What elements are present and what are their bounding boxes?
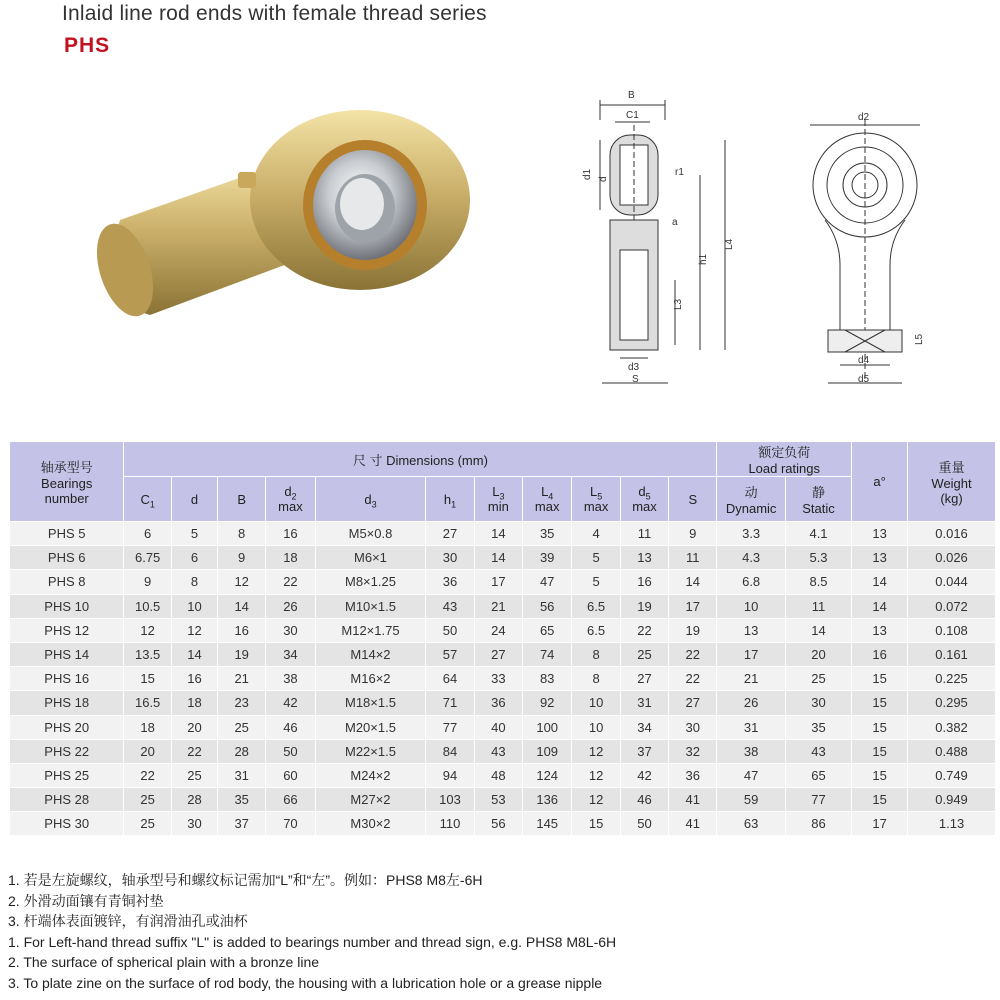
label-C1: C1: [626, 110, 639, 121]
table-cell: 100: [523, 715, 572, 739]
table-cell: 32: [669, 739, 717, 763]
table-cell: 77: [785, 788, 851, 812]
table-cell: 46: [620, 788, 668, 812]
table-cell: 38: [266, 667, 315, 691]
table-cell: 19: [218, 642, 266, 666]
table-cell: 53: [474, 788, 522, 812]
table-cell: 16.5: [124, 691, 171, 715]
table-cell: 16: [171, 667, 217, 691]
table-cell: 36: [474, 691, 522, 715]
table-cell: 5: [572, 546, 620, 570]
table-row: [10, 546, 996, 570]
table-cell: 21: [474, 594, 522, 618]
table-cell: 20: [785, 642, 851, 666]
table-cell: 124: [523, 763, 572, 787]
table-cell: 94: [426, 763, 474, 787]
table-cell: 9: [124, 570, 171, 594]
table-cell: 6.75: [124, 546, 171, 570]
table-cell: 37: [620, 739, 668, 763]
col-s: S: [669, 477, 717, 522]
table-cell: 1.13: [908, 812, 996, 836]
table-cell: 50: [266, 739, 315, 763]
table-cell: 22: [171, 739, 217, 763]
label-a: a: [672, 217, 678, 228]
table-cell: 30: [426, 546, 474, 570]
table-cell: 110: [426, 812, 474, 836]
table-cell: 12: [124, 618, 171, 642]
table-cell: 14: [669, 570, 717, 594]
table-cell: PHS 30: [10, 812, 124, 836]
table-cell: 4.1: [785, 522, 851, 546]
table-cell: 0.225: [908, 667, 996, 691]
table-cell: 0.295: [908, 691, 996, 715]
table-cell: 5: [171, 522, 217, 546]
table-cell: 83: [523, 667, 572, 691]
col-d2: $d_2$ max: [266, 477, 315, 522]
table-cell: PHS 28: [10, 788, 124, 812]
table-cell: 66: [266, 788, 315, 812]
col-dynamic: 动 Dynamic: [717, 477, 786, 522]
table-cell: 3.3: [717, 522, 786, 546]
table-cell: 4.3: [717, 546, 786, 570]
col-c1: $C_1$: [124, 477, 171, 522]
table-cell: 6.5: [572, 594, 620, 618]
page-title: Inlaid line rod ends with female thread series: [62, 2, 487, 25]
table-cell: 8: [171, 570, 217, 594]
table-cell: 18: [124, 715, 171, 739]
table-cell: 34: [266, 642, 315, 666]
table-cell: 25: [124, 812, 171, 836]
table-cell: 27: [669, 691, 717, 715]
table-cell: 35: [523, 522, 572, 546]
table-cell: 26: [266, 594, 315, 618]
table-row: [10, 715, 996, 739]
table-cell: 17: [669, 594, 717, 618]
spec-table-body: [10, 522, 996, 836]
label-L5: L5: [914, 333, 925, 345]
technical-drawing: [540, 80, 940, 400]
note-cn-3: 3. 杆端体表面镀锌，有润滑油孔或油杯: [8, 913, 248, 929]
table-cell: 18: [171, 691, 217, 715]
table-cell: 30: [266, 618, 315, 642]
table-cell: 50: [620, 812, 668, 836]
table-cell: 22: [620, 618, 668, 642]
table-cell: 0.949: [908, 788, 996, 812]
table-cell: 31: [218, 763, 266, 787]
table-cell: 15: [852, 788, 908, 812]
table-cell: 103: [426, 788, 474, 812]
table-cell: 9: [669, 522, 717, 546]
table-cell: 57: [426, 642, 474, 666]
table-cell: 14: [171, 642, 217, 666]
table-cell: 30: [171, 812, 217, 836]
table-cell: 56: [474, 812, 522, 836]
table-cell: 63: [717, 812, 786, 836]
table-cell: 16: [852, 642, 908, 666]
table-cell: 16: [218, 618, 266, 642]
label-d: d: [598, 176, 609, 182]
table-cell: 5.3: [785, 546, 851, 570]
table-cell: 74: [523, 642, 572, 666]
table-cell: 25: [785, 667, 851, 691]
table-cell: 8: [218, 522, 266, 546]
table-cell: 19: [620, 594, 668, 618]
table-cell: 71: [426, 691, 474, 715]
table-row: [10, 812, 996, 836]
table-cell: 6: [171, 546, 217, 570]
spec-table: [9, 441, 996, 836]
table-row: [10, 594, 996, 618]
table-cell: 26: [717, 691, 786, 715]
table-cell: 109: [523, 739, 572, 763]
table-cell: 59: [717, 788, 786, 812]
table-row: [10, 739, 996, 763]
table-cell: 47: [523, 570, 572, 594]
table-cell: 15: [852, 667, 908, 691]
table-cell: 10.5: [124, 594, 171, 618]
table-cell: 39: [523, 546, 572, 570]
table-cell: M12×1.75: [315, 618, 426, 642]
table-cell: 50: [426, 618, 474, 642]
table-cell: M10×1.5: [315, 594, 426, 618]
table-cell: 48: [474, 763, 522, 787]
table-cell: 21: [218, 667, 266, 691]
note-en-1: 1. For Left-hand thread suffix "L" is added to bearings number and thread sign, e.g. PHS8 M8L-6H: [8, 933, 617, 950]
table-cell: 15: [852, 763, 908, 787]
table-cell: 10: [572, 691, 620, 715]
table-cell: 19: [669, 618, 717, 642]
table-cell: 14: [218, 594, 266, 618]
col-l4: $L_4$ max: [523, 477, 572, 522]
table-cell: 5: [572, 570, 620, 594]
table-cell: 0.488: [908, 739, 996, 763]
angle-header: a°: [852, 442, 908, 522]
table-cell: 22: [124, 763, 171, 787]
table-cell: 0.161: [908, 642, 996, 666]
table-cell: 77: [426, 715, 474, 739]
note-en-3: 3. To plate zine on the surface of rod body, the housing with a lubrication hole or a grease nipple: [8, 974, 603, 991]
weight-header: 重量 Weight (kg): [908, 442, 996, 522]
table-cell: 12: [218, 570, 266, 594]
table-cell: 15: [572, 812, 620, 836]
table-cell: PHS 18: [10, 691, 124, 715]
table-cell: 31: [620, 691, 668, 715]
table-cell: 8.5: [785, 570, 851, 594]
table-row: [10, 618, 996, 642]
table-cell: 46: [266, 715, 315, 739]
table-cell: 9: [218, 546, 266, 570]
label-S: S: [632, 374, 639, 385]
table-cell: 11: [785, 594, 851, 618]
table-cell: 12: [572, 788, 620, 812]
table-cell: 8: [572, 642, 620, 666]
table-cell: 28: [171, 788, 217, 812]
table-cell: 12: [171, 618, 217, 642]
table-cell: PHS 14: [10, 642, 124, 666]
table-cell: M5×0.8: [315, 522, 426, 546]
table-cell: 15: [852, 715, 908, 739]
table-cell: 13: [717, 618, 786, 642]
table-cell: 35: [218, 788, 266, 812]
table-cell: 0.016: [908, 522, 996, 546]
table-cell: 28: [218, 739, 266, 763]
table-cell: 17: [852, 812, 908, 836]
table-cell: 25: [218, 715, 266, 739]
table-cell: PHS 22: [10, 739, 124, 763]
col-h1: $h_1$: [426, 477, 474, 522]
table-cell: 65: [523, 618, 572, 642]
table-cell: PHS 8: [10, 570, 124, 594]
table-cell: M8×1.25: [315, 570, 426, 594]
label-d4: d4: [858, 355, 870, 366]
table-cell: 17: [717, 642, 786, 666]
col-l3: $L_3$ min: [474, 477, 522, 522]
table-cell: M20×1.5: [315, 715, 426, 739]
table-cell: 31: [717, 715, 786, 739]
note-en-2: 2. The surface of spherical plain with a bronze line: [8, 954, 320, 970]
table-cell: 22: [669, 667, 717, 691]
table-cell: 40: [474, 715, 522, 739]
table-cell: 65: [785, 763, 851, 787]
table-cell: 37: [218, 812, 266, 836]
table-cell: 35: [785, 715, 851, 739]
table-cell: 10: [171, 594, 217, 618]
table-row: [10, 788, 996, 812]
table-cell: 0.108: [908, 618, 996, 642]
table-cell: 41: [669, 788, 717, 812]
note-cn-2: 2. 外滑动面镶有青铜衬垫: [8, 892, 164, 909]
table-cell: 11: [669, 546, 717, 570]
table-cell: 42: [266, 691, 315, 715]
table-cell: 23: [218, 691, 266, 715]
table-cell: 0.072: [908, 594, 996, 618]
table-cell: PHS 10: [10, 594, 124, 618]
table-cell: 0.044: [908, 570, 996, 594]
table-cell: 25: [124, 788, 171, 812]
table-cell: 14: [474, 546, 522, 570]
col-static: 静 Static: [785, 477, 851, 522]
table-cell: 15: [124, 667, 171, 691]
table-cell: M24×2: [315, 763, 426, 787]
table-cell: 10: [717, 594, 786, 618]
bearing-number-header: 轴承型号 Bearings number: [10, 442, 124, 522]
rod-end-photo: [90, 100, 470, 340]
table-cell: 30: [785, 691, 851, 715]
table-cell: 15: [852, 739, 908, 763]
table-cell: 36: [669, 763, 717, 787]
table-cell: 25: [171, 763, 217, 787]
table-cell: 0.026: [908, 546, 996, 570]
table-cell: 6.5: [572, 618, 620, 642]
table-cell: 43: [785, 739, 851, 763]
table-cell: 14: [852, 570, 908, 594]
table-cell: M6×1: [315, 546, 426, 570]
table-cell: PHS 5: [10, 522, 124, 546]
col-d3: $d_3$: [315, 477, 426, 522]
table-cell: 16: [620, 570, 668, 594]
table-cell: PHS 6: [10, 546, 124, 570]
col-b: B: [218, 477, 266, 522]
table-cell: 14: [474, 522, 522, 546]
table-cell: 43: [426, 594, 474, 618]
table-cell: 70: [266, 812, 315, 836]
label-r1: r1: [675, 167, 684, 178]
table-cell: PHS 25: [10, 763, 124, 787]
load-ratings-header: 额定负荷 Load ratings: [717, 442, 852, 477]
series-label: PHS: [64, 34, 111, 57]
table-row: [10, 522, 996, 546]
table-cell: 27: [620, 667, 668, 691]
table-cell: 0.382: [908, 715, 996, 739]
table-cell: 136: [523, 788, 572, 812]
table-cell: 20: [124, 739, 171, 763]
table-cell: M14×2: [315, 642, 426, 666]
table-cell: 14: [785, 618, 851, 642]
table-cell: 24: [474, 618, 522, 642]
table-cell: 6: [124, 522, 171, 546]
table-cell: 56: [523, 594, 572, 618]
notes: [8, 870, 616, 993]
table-cell: 86: [785, 812, 851, 836]
table-cell: M22×1.5: [315, 739, 426, 763]
label-d3: d3: [628, 362, 640, 373]
table-row: [10, 763, 996, 787]
table-cell: 145: [523, 812, 572, 836]
table-cell: 38: [717, 739, 786, 763]
table-cell: M18×1.5: [315, 691, 426, 715]
table-cell: 13: [852, 618, 908, 642]
col-d5: $d_5$ max: [620, 477, 668, 522]
table-cell: 13: [852, 546, 908, 570]
table-cell: PHS 12: [10, 618, 124, 642]
table-cell: 13: [620, 546, 668, 570]
table-cell: M27×2: [315, 788, 426, 812]
label-h1: h1: [698, 253, 709, 265]
table-cell: 14: [852, 594, 908, 618]
label-d1: d1: [582, 168, 593, 180]
table-cell: 12: [572, 739, 620, 763]
label-d5: d5: [858, 374, 870, 385]
table-cell: 64: [426, 667, 474, 691]
table-cell: PHS 20: [10, 715, 124, 739]
table-cell: 47: [717, 763, 786, 787]
table-cell: 20: [171, 715, 217, 739]
table-cell: 84: [426, 739, 474, 763]
table-cell: 21: [717, 667, 786, 691]
table-cell: 15: [852, 691, 908, 715]
table-row: [10, 570, 996, 594]
table-cell: 36: [426, 570, 474, 594]
table-row: [10, 691, 996, 715]
table-cell: 17: [474, 570, 522, 594]
label-d2: d2: [858, 112, 870, 123]
table-cell: 8: [572, 667, 620, 691]
table-cell: 25: [620, 642, 668, 666]
table-cell: 13: [852, 522, 908, 546]
col-d: d: [171, 477, 217, 522]
table-cell: 43: [474, 739, 522, 763]
table-row: [10, 642, 996, 666]
table-cell: 12: [572, 763, 620, 787]
table-cell: M30×2: [315, 812, 426, 836]
table-cell: 10: [572, 715, 620, 739]
table-cell: 4: [572, 522, 620, 546]
table-cell: 30: [669, 715, 717, 739]
col-l5: $L_5$ max: [572, 477, 620, 522]
table-cell: 0.749: [908, 763, 996, 787]
table-cell: 92: [523, 691, 572, 715]
table-cell: 34: [620, 715, 668, 739]
note-cn-1: 1. 若是左旋螺纹，轴承型号和螺纹标记需加“L”和“左”。例如：PHS8 M8左-6H: [8, 872, 483, 888]
table-cell: M16×2: [315, 667, 426, 691]
label-L4: L4: [724, 238, 735, 250]
table-cell: 18: [266, 546, 315, 570]
table-cell: PHS 16: [10, 667, 124, 691]
table-cell: 41: [669, 812, 717, 836]
table-cell: 22: [669, 642, 717, 666]
table-cell: 27: [474, 642, 522, 666]
table-cell: 13.5: [124, 642, 171, 666]
table-cell: 6.8: [717, 570, 786, 594]
table-cell: 22: [266, 570, 315, 594]
table-cell: 33: [474, 667, 522, 691]
table-cell: 16: [266, 522, 315, 546]
table-cell: 60: [266, 763, 315, 787]
dimensions-header: 尺 寸 Dimensions (mm): [124, 442, 717, 477]
table-cell: 11: [620, 522, 668, 546]
label-B: B: [628, 90, 635, 101]
table-cell: 42: [620, 763, 668, 787]
table-cell: 27: [426, 522, 474, 546]
label-L3: L3: [673, 298, 684, 310]
table-row: [10, 667, 996, 691]
